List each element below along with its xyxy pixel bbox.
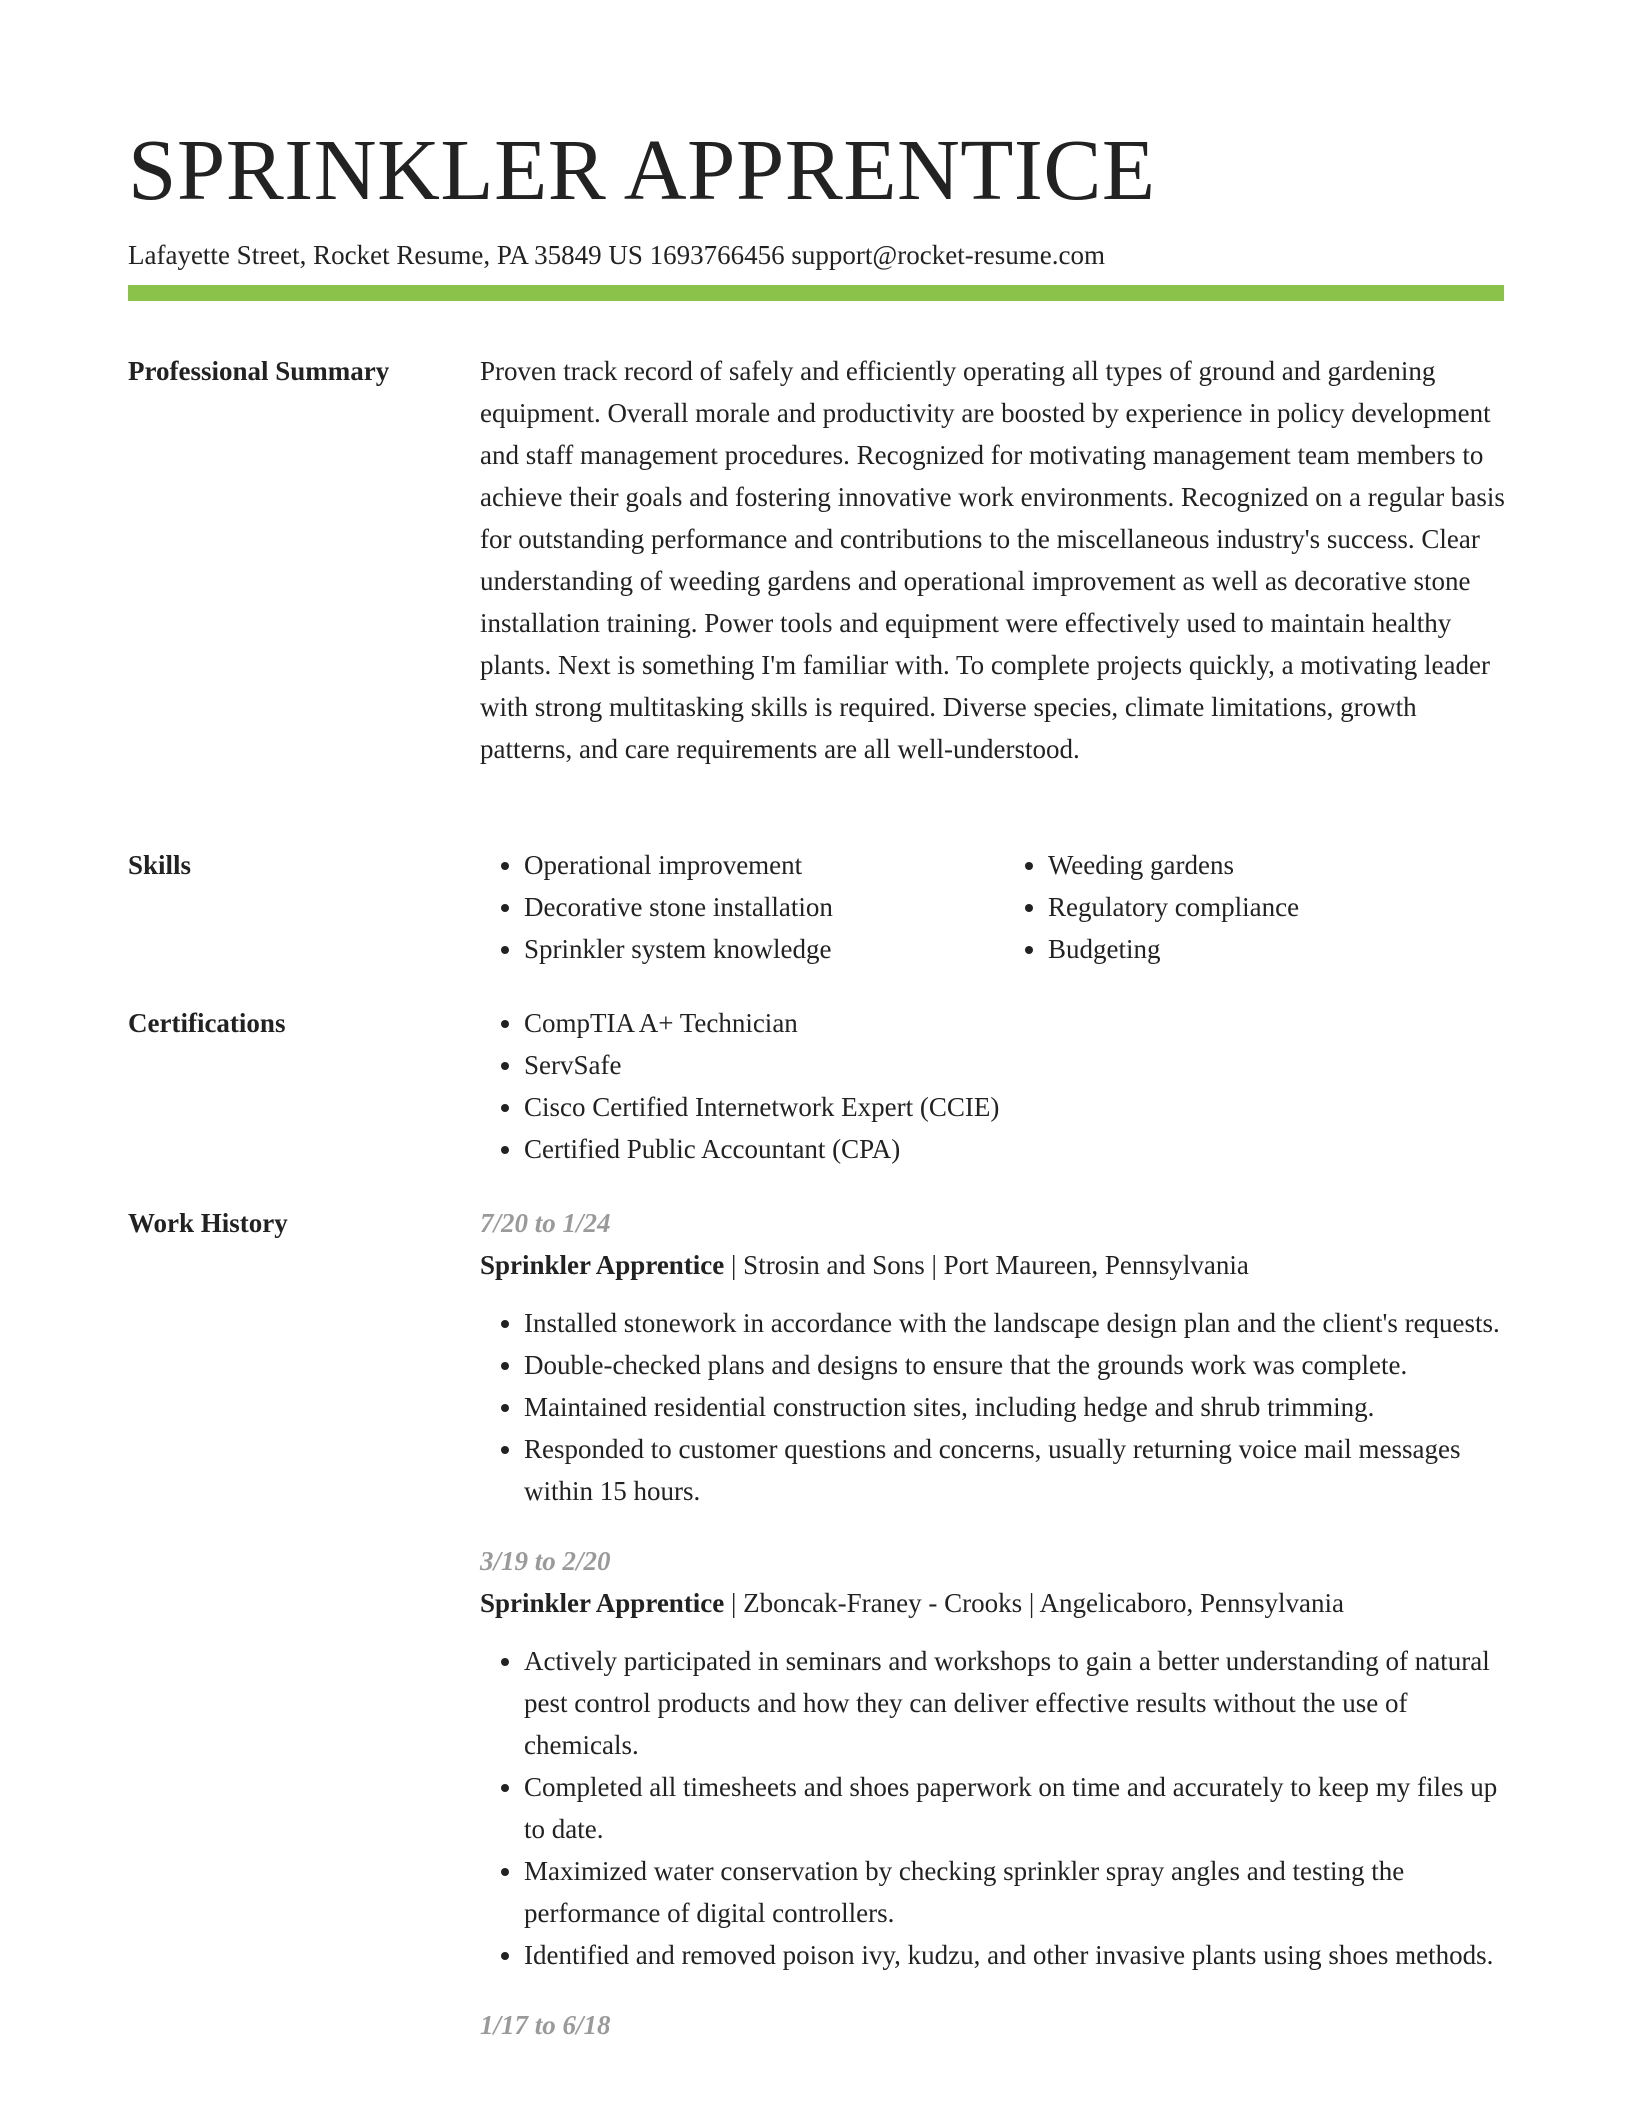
certifications-body: [480, 1002, 1506, 1170]
summary-text: Proven track record of safely and efficiently operating all types of ground and gardening equipment. Overall morale and productivity are boosted by experience in policy development and staff management procedures. Recognized for motivating management team members to achieve their goals and fostering innovative work environments. Recognized on a regular basis for outstanding performance and contributions to the miscellaneous industry's success. Clear understanding of weeding gardens and operational improvement as well as decorative stone installation training. Power tools and equipment were effectively used to maintain healthy plants. Next is something I'm familiar with. To complete projects quickly, a motivating leader with strong multitasking skills is required. Diverse species, climate limitations, growth patterns, and care requirements are all well-understood.: [480, 356, 1505, 764]
job-dates: 7/20 to 1/24: [480, 1208, 611, 1238]
skill-item: • Budgeting: [1048, 928, 1506, 970]
job-bullet: • Maximized water conservation by checking sprinkler spray angles and testing the performance of digital controllers.: [524, 1850, 1506, 1934]
job-bullets: [480, 1640, 1506, 1976]
job-bullets: [480, 1302, 1506, 1512]
job-entry: [480, 1202, 1506, 1512]
certification-item: • Cisco Certified Internetwork Expert (CCIE): [524, 1086, 1506, 1128]
job-dates: 3/19 to 2/20: [480, 1546, 611, 1576]
certification-item: • CompTIA A+ Technician: [524, 1002, 1506, 1044]
job-entry: [480, 2004, 1506, 2046]
skills-list-left: [480, 844, 1004, 970]
contact-line: Lafayette Street, Rocket Resume, PA 35849 US 1693766456 support@rocket-resume.com: [128, 240, 1105, 270]
skill-item: • Operational improvement: [524, 844, 1004, 886]
summary-body: [480, 350, 1506, 770]
header-accent-rule: [128, 285, 1504, 301]
certifications-list: [480, 1002, 1506, 1170]
resume-header: [128, 118, 1504, 272]
certification-item: • Certified Public Accountant (CPA): [524, 1128, 1506, 1170]
job-bullet: • Maintained residential construction sites, including hedge and shrub trimming.: [524, 1386, 1506, 1428]
certification-item: • ServSafe: [524, 1044, 1506, 1086]
section-label-summary: Professional Summary: [128, 356, 390, 386]
job-entry: [480, 1540, 1506, 1976]
job-dates: 1/17 to 6/18: [480, 2010, 611, 2040]
job-title: Sprinkler Apprentice: [480, 1250, 725, 1280]
job-bullet: • Installed stonework in accordance with the landscape design plan and the client's requests.: [524, 1302, 1506, 1344]
job-employer-location: | Zboncak-Franey - Crooks | Angelicaboro, Pennsylvania: [724, 1588, 1344, 1618]
skills-body: [480, 844, 1506, 970]
candidate-name: SPRINKLER APPRENTICE: [128, 121, 1156, 218]
section-label-certifications: Certifications: [128, 1008, 286, 1038]
job-title: Sprinkler Apprentice: [480, 1588, 725, 1618]
skill-item: • Weeding gardens: [1048, 844, 1506, 886]
work-history-body: [480, 1202, 1506, 2046]
job-heading: [480, 1582, 1506, 1624]
skill-item: • Regulatory compliance: [1048, 886, 1506, 928]
skill-item: • Sprinkler system knowledge: [524, 928, 1004, 970]
skills-list-right: [1004, 844, 1506, 970]
skills-columns: [480, 844, 1506, 970]
section-label-work-history: Work History: [128, 1208, 288, 1238]
job-bullet: • Identified and removed poison ivy, kudzu, and other invasive plants using shoes methods.: [524, 1934, 1506, 1976]
job-heading: [480, 1244, 1506, 1286]
section-label-skills: Skills: [128, 850, 192, 880]
job-bullet: • Completed all timesheets and shoes paperwork on time and accurately to keep my files up to date.: [524, 1766, 1506, 1850]
skill-item: • Decorative stone installation: [524, 886, 1004, 928]
job-employer-location: | Strosin and Sons | Port Maureen, Pennsylvania: [724, 1250, 1249, 1280]
job-bullet: • Double-checked plans and designs to ensure that the grounds work was complete.: [524, 1344, 1506, 1386]
job-bullet: • Responded to customer questions and concerns, usually returning voice mail messages within 15 hours.: [524, 1428, 1506, 1512]
job-bullet: • Actively participated in seminars and workshops to gain a better understanding of natural pest control products and how they can deliver effective results without the use of chemicals.: [524, 1640, 1506, 1766]
